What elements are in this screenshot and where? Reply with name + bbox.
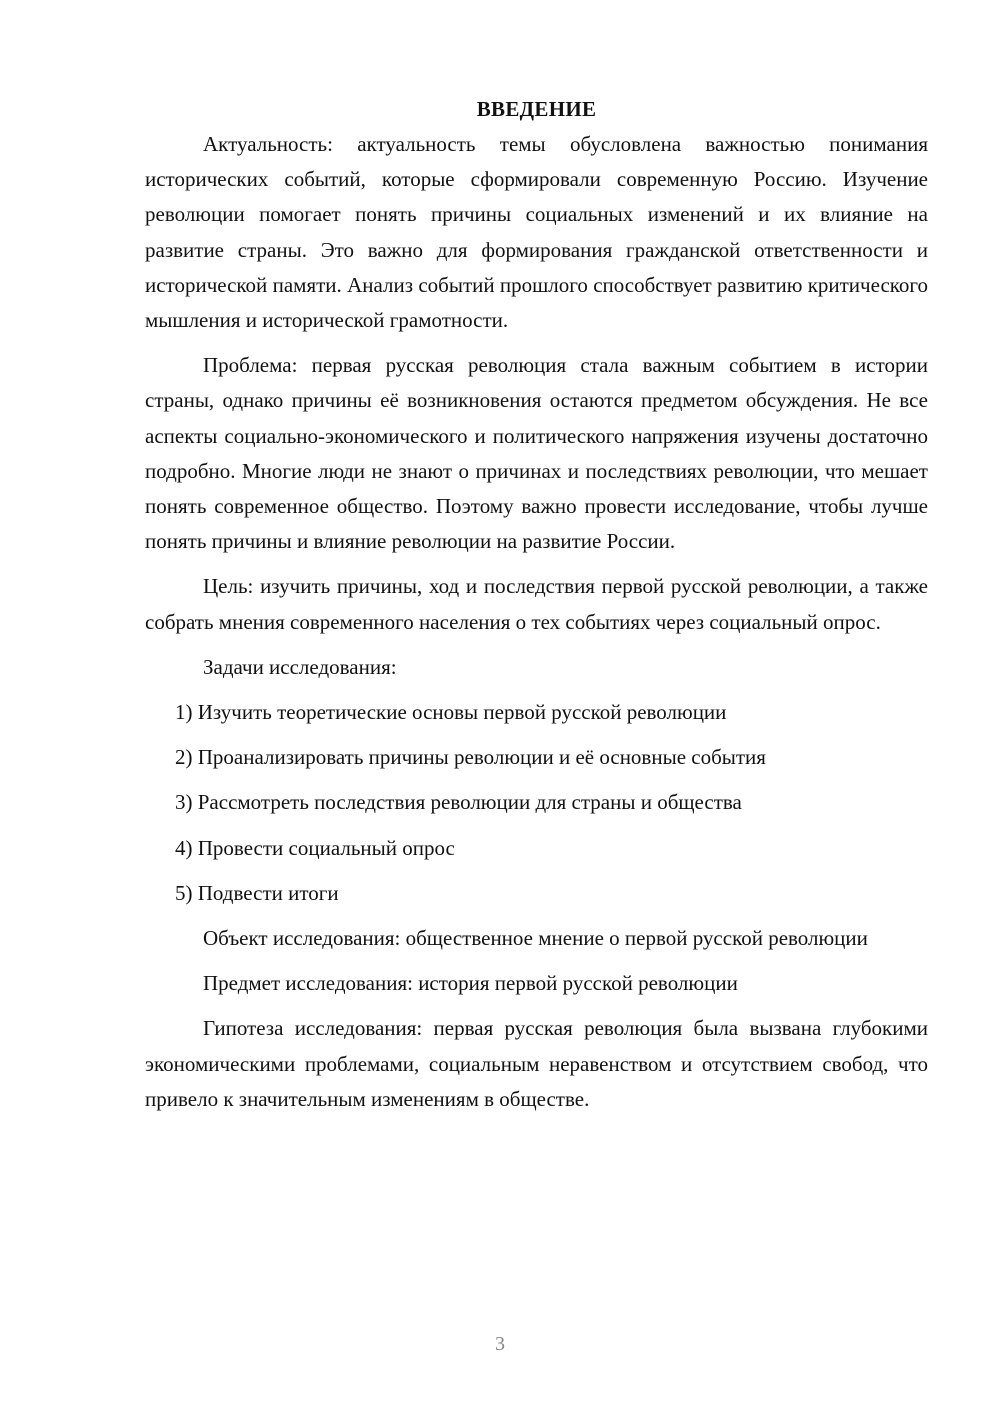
tasks-heading: Задачи исследования: [203, 654, 397, 679]
page-number: 3 [495, 1333, 505, 1355]
task-item: 3) Рассмотреть последствия революции для страны и общества [175, 790, 742, 815]
goal-paragraph: Цель: изучить причины, ход и последствия первой русской революции, а также собрать мнения современного населения о тех событиях через социальный опрос. [145, 574, 928, 634]
relevance-paragraph: Актуальность: актуальность темы обусловлена важностью понимания исторических событий, которые сформировали современную Россию. Изучение революции помогает понять причины социальных изменений и их влияние на развитие страны. Это важно для формирования гражданской ответственности и исторической памяти. Анализ событий прошлого способствует развитию критического мышления и исторической грамотности. [145, 132, 928, 333]
document-page [145, 92, 928, 1117]
hypothesis-paragraph: Гипотеза исследования: первая русская революция была вызвана глубокими экономическими проблемами, социальным неравенством и отсутствием свобод, что привело к значительным изменениям в обществе. [145, 1016, 928, 1111]
task-item: 4) Провести социальный опрос [175, 835, 455, 860]
page-title: ВВЕДЕНИЕ [476, 97, 597, 121]
tasks-list [145, 695, 928, 911]
subject-paragraph: Предмет исследования: история первой русской революции [203, 971, 738, 996]
task-item: 1) Изучить теоретические основы первой русской революции [175, 700, 727, 725]
task-item: 5) Подвести итоги [175, 880, 339, 905]
problem-paragraph: Проблема: первая русская революция стала важным событием в истории страны, однако причины её возникновения остаются предметом обсуждения. Не все аспекты социально-экономического и политического напряжения изучены достаточно подробно. Многие люди не знают о причинах и последствиях революции, что мешает понять современное общество. Поэтому важно провести исследование, чтобы лучше понять причины и влияние революции на развитие России. [145, 353, 928, 554]
task-item: 2) Проанализировать причины революции и её основные события [175, 745, 766, 770]
object-paragraph: Объект исследования: общественное мнение о первой русской революции [203, 926, 868, 951]
